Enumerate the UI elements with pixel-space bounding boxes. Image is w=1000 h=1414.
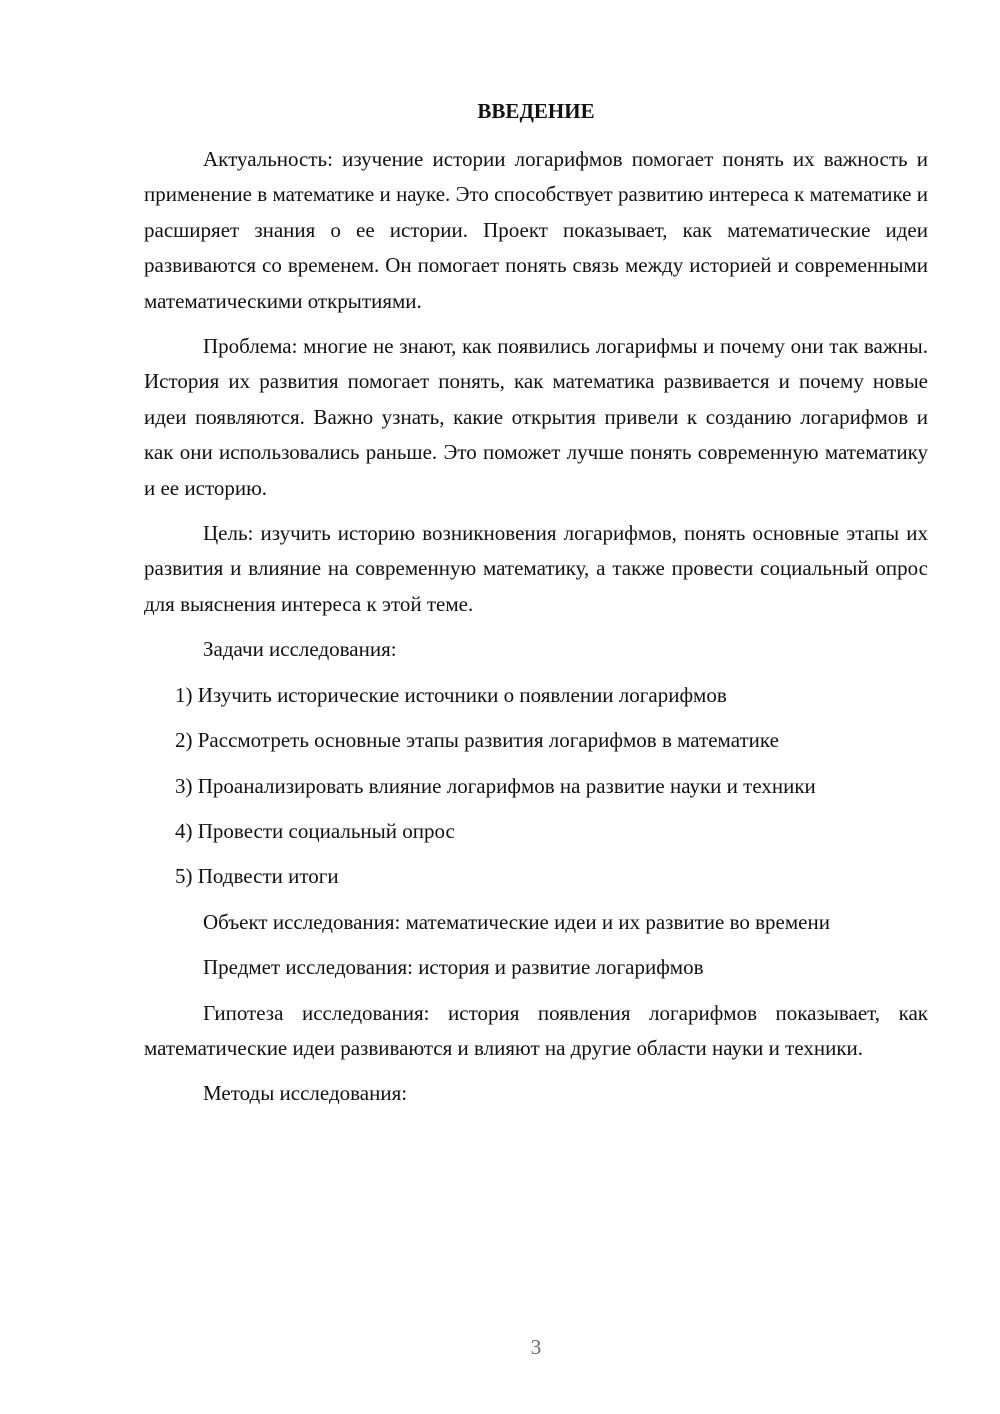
- paragraph-object: Объект исследования: математические идеи и их развитие во времени: [203, 909, 830, 934]
- page-content: [144, 94, 928, 1122]
- task-item-5: 5) Подвести итоги: [175, 864, 339, 889]
- section-title: ВВЕДЕНИЕ: [477, 99, 595, 123]
- paragraph-goal: Цель: изучить историю возникновения логарифмов, понять основные этапы их развития и влияние на современную математику, а также провести социальный опрос для выяснения интереса к этой теме.: [144, 521, 928, 616]
- paragraph-tasks-heading: Задачи исследования:: [203, 637, 397, 662]
- paragraph-subject: Предмет исследования: история и развитие логарифмов: [203, 955, 704, 980]
- task-item-1: 1) Изучить исторические источники о появлении логарифмов: [175, 682, 727, 707]
- task-item-2: 2) Рассмотреть основные этапы развития логарифмов в математике: [175, 728, 779, 753]
- paragraph-methods: Методы исследования:: [203, 1081, 408, 1106]
- paragraph-problem: Проблема: многие не знают, как появились логарифмы и почему они так важны. История их развития помогает понять, как математика развивается и почему новые идеи появляются. Важно узнать, какие открытия привели к созданию логарифмов и как они использовались раньше. Это поможет лучше понять современную математику и ее историю.: [144, 334, 928, 500]
- paragraph-relevance: Актуальность: изучение истории логарифмов помогает понять их важность и применение в математике и науке. Это способствует развитию интереса к математике и расширяет знания о ее истории. Проект показывает, как математические идеи развиваются со временем. Он помогает понять связь между историей и современными математическими открытиями.: [144, 147, 928, 313]
- task-item-3: 3) Проанализировать влияние логарифмов на развитие науки и техники: [175, 773, 816, 798]
- task-item-4: 4) Провести социальный опрос: [175, 818, 455, 843]
- paragraph-hypothesis: Гипотеза исследования: история появления логарифмов показывает, как математические идеи развиваются и влияют на другие области науки и техники.: [144, 1000, 928, 1060]
- page-number: 3: [530, 1335, 542, 1359]
